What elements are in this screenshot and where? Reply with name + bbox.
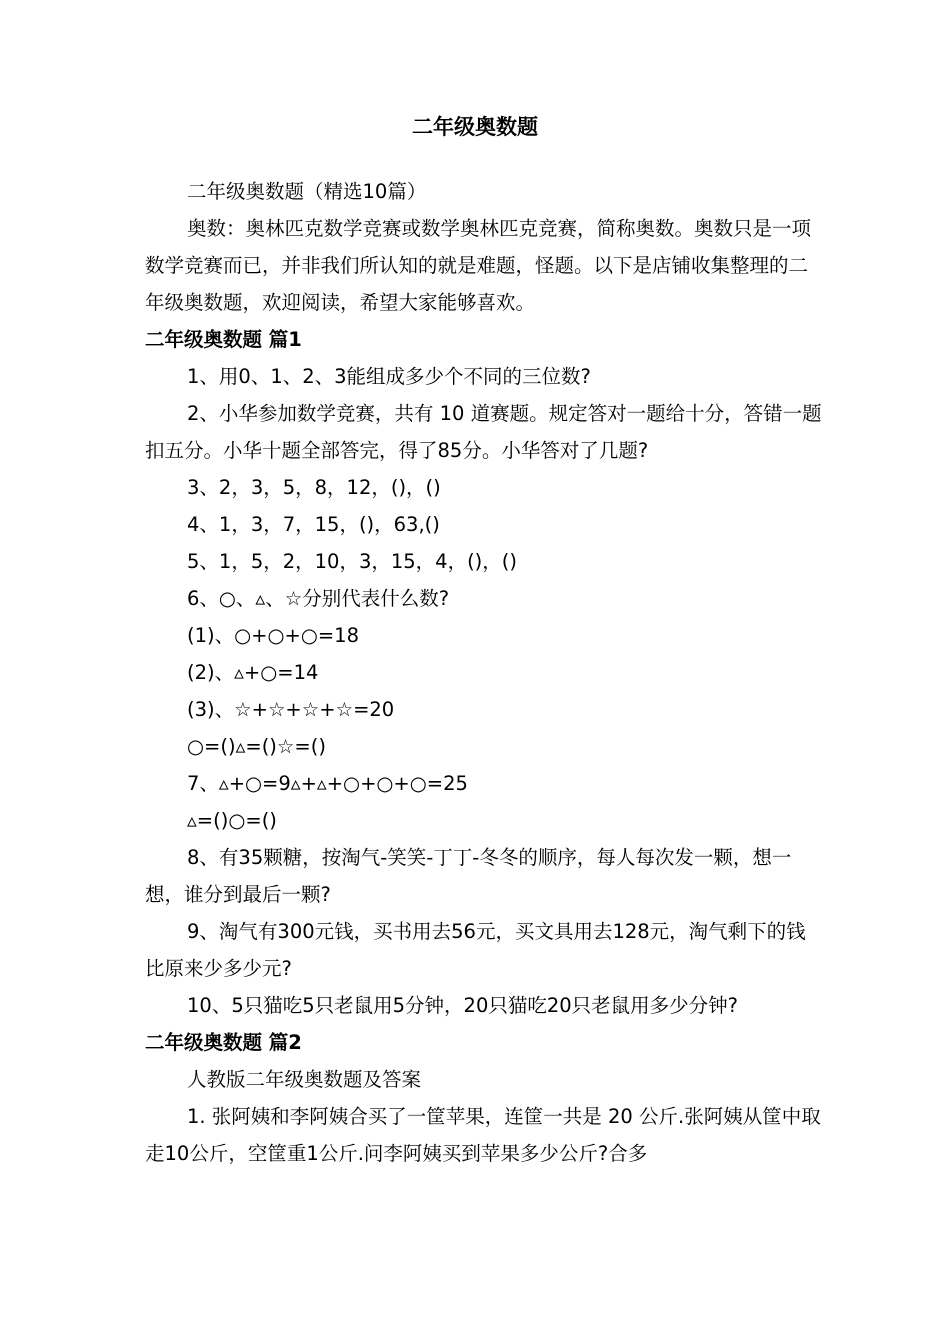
intro-subtitle: 二年级奥数题（精选10篇）	[187, 180, 427, 203]
question-item: 4、1，3，7，15，()，63,()	[187, 513, 440, 536]
document-title: 二年级奥数题	[412, 115, 538, 139]
question-subitem: (2)、▵+○=14	[187, 661, 319, 684]
question-item: 3、2，3，5，8，12，()，()	[187, 476, 441, 499]
question-item: 10、5只猫吃5只老鼠用5分钟，20只猫吃20只老鼠用多少分钟?	[187, 994, 739, 1017]
question-item: 5、1，5，2，10，3，15，4，()，()	[187, 550, 517, 573]
question-subitem: ▵=()○=()	[187, 809, 277, 832]
intro-paragraph: 奥数：奥林匹克数学竞赛或数学奥林匹克竞赛，简称奥数。奥数只是一项数学竞赛而已，并非我们所认知的就是难题，怪题。以下是店铺收集整理的二年级奥数题，欢迎阅读，希望大家能够喜欢。	[145, 217, 812, 314]
document-body	[145, 173, 825, 1172]
question-subitem: ○=()▵=()☆=()	[187, 735, 326, 758]
question-item: 8、有35颗糖，按淘气-笑笑-丁丁-冬冬的顺序，每人每次发一颗，想一想，谁分到最后一颗?	[145, 846, 792, 906]
question-item: 1. 张阿姨和李阿姨合买了一筐苹果，连筐一共是 20 公斤.张阿姨从筐中取走10公斤，空筐重1公斤.问李阿姨买到苹果多少公斤?合多	[145, 1105, 821, 1165]
section-subtitle: 人教版二年级奥数题及答案	[187, 1068, 422, 1091]
question-item: 2、小华参加数学竞赛，共有 10 道赛题。规定答对一题给十分，答错一题扣五分。小华十题全部答完，得了85分。小华答对了几题?	[145, 402, 822, 462]
question-subitem: (3)、☆+☆+☆+☆=20	[187, 698, 395, 721]
section-heading-2: 二年级奥数题 篇2	[145, 1031, 302, 1054]
question-item: 1、用0、1、2、3能组成多少个不同的三位数?	[187, 365, 591, 388]
section-heading-1: 二年级奥数题 篇1	[145, 328, 302, 351]
question-subitem: (1)、○+○+○=18	[187, 624, 359, 647]
question-item: 7、▵+○=9▵+▵+○+○+○=25	[187, 772, 468, 795]
question-item: 6、○、▵、☆分别代表什么数?	[187, 587, 450, 610]
question-item: 9、淘气有300元钱，买书用去56元，买文具用去128元，淘气剩下的钱比原来少多少元?	[145, 920, 806, 980]
